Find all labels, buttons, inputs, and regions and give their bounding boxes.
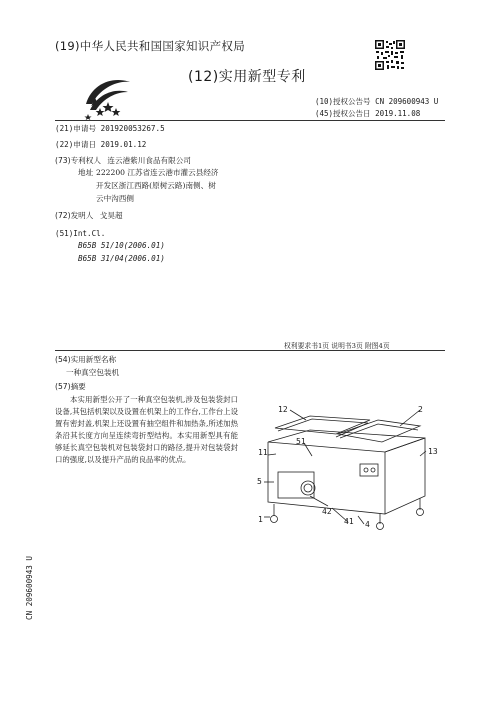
ipc-code-1: B65B 51/10(2006.01): [78, 241, 165, 250]
figure-label-12: 12: [278, 405, 288, 414]
figure-label-42: 42: [322, 507, 332, 516]
figure-label-2: 2: [418, 405, 423, 414]
abstract-label: (57)摘要: [55, 382, 86, 391]
utility-model-title: 一种真空包装机: [66, 368, 120, 377]
figure-label-1: 1: [258, 515, 263, 524]
patentee-row: [55, 156, 191, 167]
title-label: (54)实用新型名称: [55, 355, 117, 364]
patent-office: (19)中华人民共和国国家知识产权局: [55, 39, 246, 53]
figure-label-51: 51: [296, 437, 306, 446]
publication-number: (10)授权公告号 CN 209600943 U: [315, 97, 439, 106]
address-line-2: 开发区浙江西路(原树云路)南侧、树: [96, 181, 216, 190]
middle-divider: [55, 350, 445, 351]
figure-label-5: 5: [257, 477, 262, 486]
ipc-label: (51)Int.Cl.: [55, 229, 106, 238]
application-number: (21)申请号 201920053267.5: [55, 124, 165, 133]
side-publication-number: CN 209600943 U: [25, 555, 34, 620]
inventor-name: 戈昊超: [99, 211, 123, 220]
qr-code: [375, 40, 405, 70]
figure-label-41: 41: [344, 517, 354, 526]
inventor-row: [55, 211, 123, 222]
address-label: 地址: [78, 168, 94, 177]
ipc-code-2: B65B 31/04(2006.01): [78, 254, 165, 263]
cnipa-emblem: [78, 70, 138, 120]
publication-date: (45)授权公告日 2019.11.08: [315, 109, 421, 118]
figure-label-4: 4: [365, 520, 370, 529]
figure-label-11: 11: [258, 448, 268, 457]
header-divider: [55, 120, 445, 121]
figure-label-13: 13: [428, 447, 438, 456]
abstract-text: 本实用新型公开了一种真空包装机,涉及包装袋封口设备,其包括机架以及设置在机架上的工作台,工作台上设置有密封盖,机架上还设置有抽空组件和加热条,所述加热条沿其长度方向呈连续弯折型结构。本实用新型具有能够延长真空包装机对包装袋封口的路径,提升对包装袋封口的强度,以及提升产品的良品率的优点。: [55, 395, 238, 465]
address-line-1: 222200 江苏省连云港市灌云县经济: [96, 168, 219, 177]
inventor-label: (72)发明人: [55, 211, 94, 220]
document-type: (12)实用新型专利: [188, 69, 306, 85]
application-date: (22)申请日 2019.01.12: [55, 140, 147, 149]
patentee-name: 连云港紫川食品有限公司: [107, 156, 191, 165]
address-line-3: 云中沟西侧: [96, 194, 134, 203]
patentee-label: (73)专利权人: [55, 156, 101, 165]
page-counts: 权利要求书1页 说明书3页 附图4页: [284, 342, 390, 350]
